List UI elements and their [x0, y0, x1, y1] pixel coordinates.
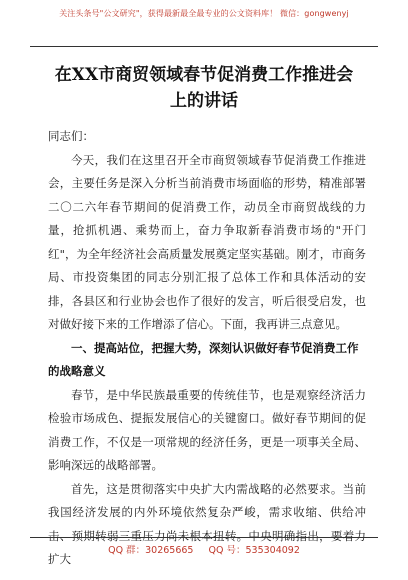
header-divider: [30, 46, 378, 47]
section-heading-1: 一、提高站位，把握大势，深刻认识做好春节促消费工作的战略意义: [48, 340, 359, 378]
footer-qq: QQ 号：535304092: [208, 545, 300, 556]
paragraph-first: 首先，这是贯彻落实中央扩大内需战略的必然要求。当前我国经济发展的内外环境依然复杂严峻，需求收缩、供给冲击、预期转弱三重压力尚未根本扭转。中央明确指出，要着力扩大: [48, 481, 366, 566]
footer-qq-group: QQ 群：30265665: [108, 545, 194, 556]
document-title: [40, 62, 368, 114]
document-body: [48, 125, 366, 572]
top-banner: 关注头条号"公文研究"，获得最新最全最专业的公文资料库！ 微信：gongwenyj: [59, 9, 349, 18]
paragraph-spring-festival: 春节，是中华民族最重要的传统佳节，也是观察经济活力检验市场成色、提振发展信心的关键窗口。做好春节期间的促消费工作，不仅是一项常规的经济任务，更是一项事关全局、影响深远的战略部署。: [48, 387, 366, 472]
salutation: 同志们：: [48, 129, 94, 143]
title-line-2: 上的讲话: [170, 91, 238, 111]
footer: [0, 542, 408, 556]
paragraph-intro: 今天，我们在这里召开全市商贸领域春节促消费工作推进会，主要任务是深入分析当前消费市场面临的形势，精准部署二〇二六年春节期间的促消费工作，动员全市商贸战线的力量，抢抓机遇、乘势而上，奋力争取新春消费市场的"开门红"，为全年经济社会高质量发展奠定坚实基础。刚才，市商务局、市投资集团的同志分别汇报了总体工作和具体活动的安排，各县区和行业协会也作了很好的发言，听后很受启发，也对做好接下来的工作增添了信心。下面，我再讲三点意见。: [48, 152, 366, 331]
footer-divider: [30, 537, 378, 538]
title-line-1: 在XX市商贸领域春节促消费工作推进会: [54, 65, 354, 85]
